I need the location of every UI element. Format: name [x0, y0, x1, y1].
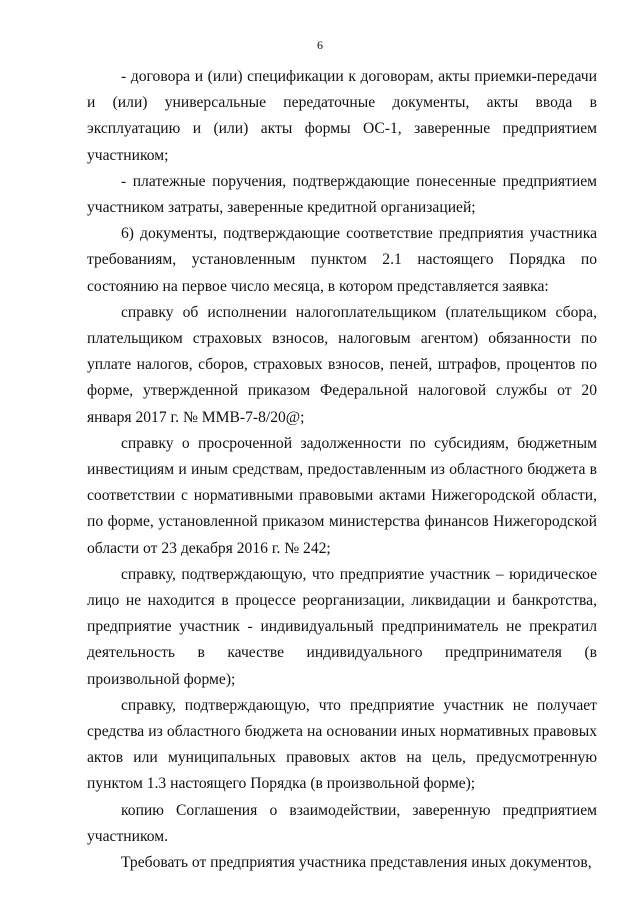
- paragraph-agreement-copy: копию Соглашения о взаимодействии, заверенную предприятием участником.: [87, 801, 597, 845]
- paragraph-payment-orders: - платежные поручения, подтверждающие понесенные предприятием участником затраты, заверенные кредитной организацией;: [87, 172, 597, 217]
- page-number: 6: [317, 38, 323, 52]
- paragraph-debt-certificate: справку о просроченной задолженности по субсидиям, бюджетным инвестициям и иным средствам, предоставленным из областного бюджета в соответствии с нормативными правовыми актами Нижегородской области, по форме, установленной приказом министерства финансов Нижегородской области от 23 декабря 2016 г. № 242;: [87, 434, 597, 557]
- document-body: [87, 64, 597, 876]
- paragraph-compliance-documents: 6) документы, подтверждающие соответствие предприятия участника требованиям, установленным пунктом 2.1 настоящего Порядка по состоянию на первое число месяца, в котором представляется заявка:: [87, 225, 597, 295]
- paragraph-additional-documents: Требовать от предприятия участника представления иных документов,: [121, 854, 592, 872]
- paragraph-reorganization-certificate: справку, подтверждающую, что предприятие участник – юридическое лицо не находится в процессе реорганизации, ликвидации и банкротства, предприятие участник - индивидуальный предприниматель не прекратил деятельность в качестве индивидуального предпринимателя (в произвольной форме);: [87, 565, 597, 688]
- paragraph-contracts: - договора и (или) спецификации к договорам, акты приемки-передачи и (или) универсальные передаточные документы, акты ввода в эксплуатацию и (или) акты формы ОС-1, заверенные предприятием участником;: [87, 68, 597, 164]
- paragraph-budget-funds-certificate: справку, подтверждающую, что предприятие участник не получает средства из областного бюджета на основании иных нормативных правовых актов или муниципальных правовых актов на цель, предусмотренную пунктом 1.3 настоящего Порядка (в произвольной форме);: [87, 696, 597, 793]
- paragraph-tax-certificate: справку об исполнении налогоплательщиком (плательщиком сбора, плательщиком страховых взносов, налоговым агентом) обязанности по уплате налогов, сборов, страховых взносов, пеней, штрафов, процентов по форме, утвержденной приказом Федеральной налоговой службы от 20 января 2017 г. № ММВ-7-8/20@;: [87, 303, 597, 426]
